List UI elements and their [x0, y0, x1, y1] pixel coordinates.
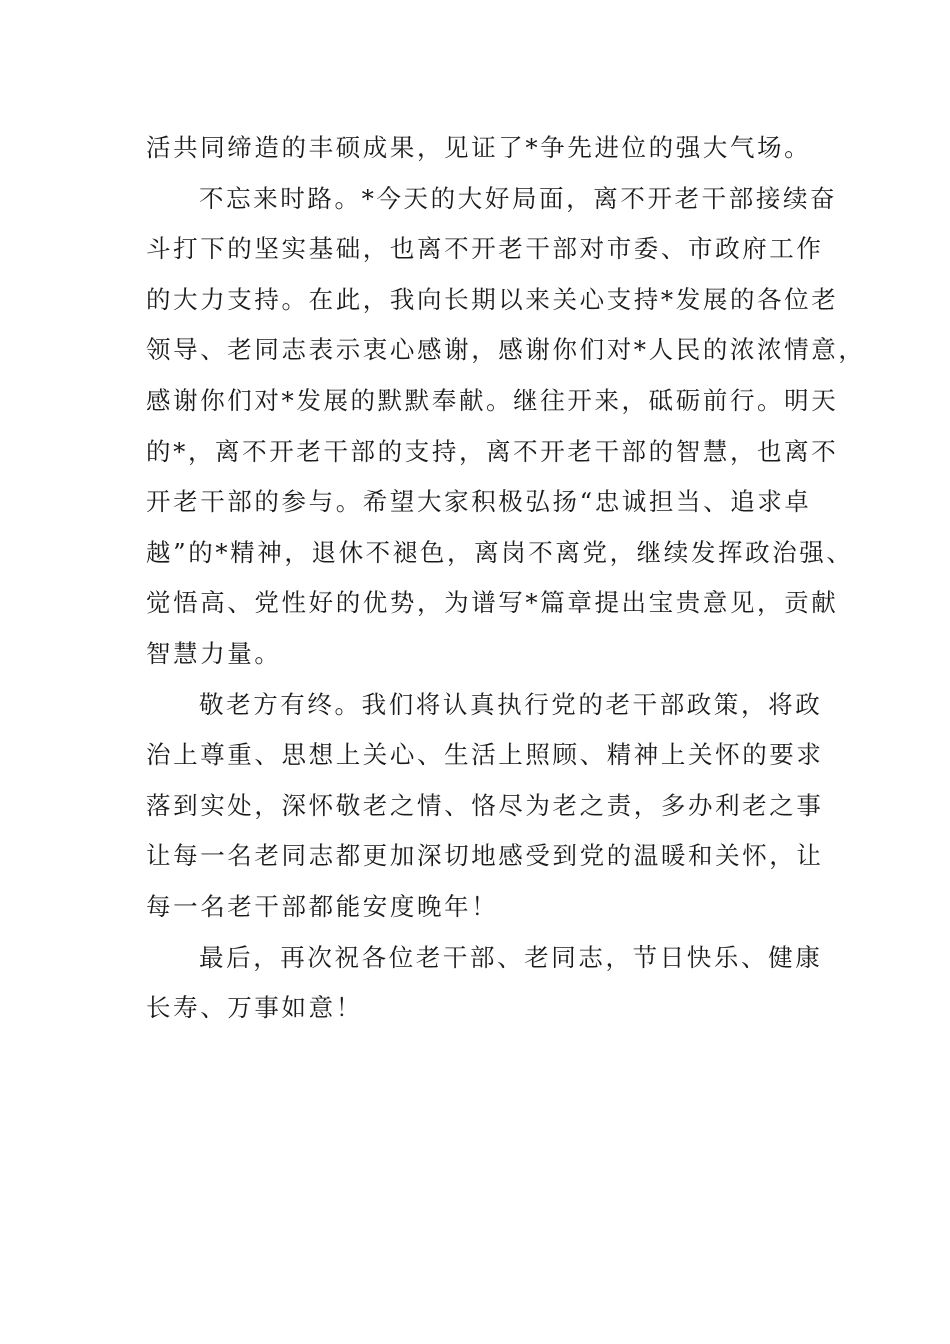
text-line: 长寿、万事如意！: [146, 993, 363, 1023]
text-line: 感谢你们对*发展的默默奉献。继往开来，砥砺前行。明天: [146, 385, 839, 415]
text-line: 越”的*精神，退休不褪色，离岗不离党，继续发挥政治强、: [146, 537, 854, 567]
text-line: 让每一名老同志都更加深切地感受到党的温暖和关怀，让: [146, 841, 824, 871]
text-line: 斗打下的坚实基础，也离不开老干部对市委、市政府工作: [146, 234, 824, 264]
text-line: 领导、老同志表示衷心感谢，感谢你们对*人民的浓浓情意，: [146, 335, 866, 365]
body-text: [146, 123, 866, 1034]
text-line: 的*，离不开老干部的支持，离不开老干部的智慧，也离不: [146, 436, 839, 466]
paragraph-first-line: 不忘来时路。*今天的大好局面，离不开老干部接续奋: [199, 183, 838, 213]
text-line: 治上尊重、思想上关心、生活上照顾、精神上关怀的要求: [146, 740, 824, 770]
text-line: 每一名老干部都能安度晚年！: [146, 891, 499, 921]
text-line: 智慧力量。: [146, 638, 282, 668]
paragraph-first-line: 最后，再次祝各位老干部、老同志，节日快乐、健康: [199, 942, 823, 972]
text-line: 觉悟高、党性好的优势，为谱写*篇章提出宝贵意见，贡献: [146, 588, 839, 618]
text-line: 活共同缔造的丰硕成果，见证了*争先进位的强大气场。: [146, 133, 812, 162]
text-line: 落到实处，深怀敬老之情、恪尽为老之责，多办利老之事: [146, 790, 824, 820]
text-line: 开老干部的参与。希望大家积极弘扬“忠诚担当、追求卓: [146, 487, 812, 517]
text-line: 的大力支持。在此，我向长期以来关心支持*发展的各位老: [146, 284, 839, 314]
paragraph-first-line: 敬老方有终。我们将认真执行党的老干部政策，将政: [199, 689, 823, 719]
